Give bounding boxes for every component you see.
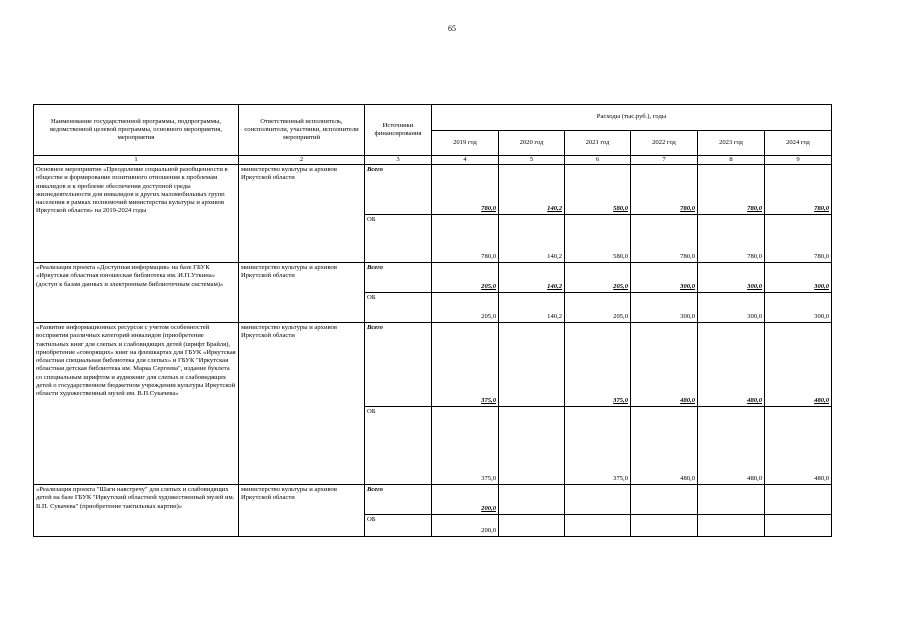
column-number: 2 — [239, 156, 365, 165]
activity-name: «Реализация проекта "Шаги навстречу" для слепых и слабовидящих детей на базе ГБУК "Иркутский областной художественный музей им. В.П. Сукачева" (приобретение тактильных картин)» — [34, 485, 239, 537]
amount-cell: 205,0 — [432, 263, 499, 293]
amount-cell: 480,0 — [631, 407, 698, 485]
amount-cell: 200,0 — [432, 485, 499, 515]
amount-cell: 140,2 — [499, 293, 565, 323]
amount-cell: 375,0 — [432, 407, 499, 485]
column-number: 1 — [34, 156, 239, 165]
column-number: 9 — [765, 156, 832, 165]
column-number: 4 — [432, 156, 499, 165]
amount-cell: 780,0 — [432, 215, 499, 263]
amount-cell — [631, 515, 698, 537]
amount-cell: 780,0 — [631, 215, 698, 263]
expenses-table — [33, 104, 832, 537]
amount-cell: 480,0 — [698, 323, 765, 407]
activity-name: «Реализация проекта «Доступная информация» на базе ГБУК «Иркутская областная юношеская библиотека им. И.П.Уткина» (доступ к базам данных и электронным библиотечным системам)» — [34, 263, 239, 323]
amount-cell: 580,0 — [565, 215, 631, 263]
header-year: 2024 год — [765, 131, 832, 156]
header-year: 2020 год — [499, 131, 565, 156]
amount-cell: 140,2 — [499, 165, 565, 215]
amount-cell: 140,2 — [499, 263, 565, 293]
amount-cell — [499, 323, 565, 407]
amount-cell — [499, 515, 565, 537]
executor-cell: министерство культуры и архивов Иркутской области — [239, 485, 365, 537]
amount-cell — [631, 485, 698, 515]
amount-cell — [698, 515, 765, 537]
amount-cell: 780,0 — [765, 215, 832, 263]
source-cell: ОБ — [365, 293, 432, 323]
amount-cell: 480,0 — [631, 323, 698, 407]
amount-cell: 480,0 — [765, 323, 832, 407]
source-cell: Всего — [365, 263, 432, 293]
amount-cell: 205,0 — [432, 293, 499, 323]
table-row — [34, 485, 832, 515]
column-number: 7 — [631, 156, 698, 165]
amount-cell: 300,0 — [698, 293, 765, 323]
amount-cell: 300,0 — [631, 263, 698, 293]
header-executor: Ответственный исполнитель, соисполнители, участники, исполнители мероприятий — [239, 105, 365, 156]
activity-name: Основное мероприятие «Преодоление социальной разобщенности в обществе и формирование позитивного отношения к проблемам инвалидов и к проблеме обеспечения доступной среды жизнедеятельности для инвалидов и других маломобильных групп населения в рамках полномочий министерства культуры и архивов Иркутской области» на 2019-2024 годы — [34, 165, 239, 263]
amount-cell: 780,0 — [432, 165, 499, 215]
table-row — [34, 323, 832, 407]
source-cell: Всего — [365, 165, 432, 215]
amount-cell: 780,0 — [698, 165, 765, 215]
executor-cell: министерство культуры и архивов Иркутской области — [239, 263, 365, 323]
amount-cell: 480,0 — [698, 407, 765, 485]
source-cell: ОБ — [365, 515, 432, 537]
executor-cell: министерство культуры и архивов Иркутской области — [239, 323, 365, 485]
column-number: 6 — [565, 156, 631, 165]
amount-cell: 205,0 — [565, 263, 631, 293]
amount-cell: 300,0 — [765, 293, 832, 323]
source-cell: Всего — [365, 485, 432, 515]
amount-cell: 580,0 — [565, 165, 631, 215]
header-source: Источники финансирования — [365, 105, 432, 156]
column-number: 5 — [499, 156, 565, 165]
source-cell: Всего — [365, 323, 432, 407]
amount-cell: 300,0 — [698, 263, 765, 293]
table-row — [34, 165, 832, 215]
amount-cell — [765, 485, 832, 515]
amount-cell: 375,0 — [565, 323, 631, 407]
source-cell: ОБ — [365, 407, 432, 485]
amount-cell — [698, 485, 765, 515]
column-number: 3 — [365, 156, 432, 165]
activity-name: «Развитие информационных ресурсов с учетом особенностей восприятия различных категорий инвалидов (приобретение тактильных книг для слепых и слабовидящих детей (шрифт Брайля), приобретение «говорящих» книг на флешкартах для ГБУК «Иркутская областная специальная библиотека для слепых» и ГБУК "Иркутская областная детская библиотека им. Марка Сергеева", издание буклета со специальным шрифтом и аудиокниг для слепых и слабовидящих детей о государственном бюджетном учреждении культуры Иркутской области художественный музей им. В.П.Сукачева» — [34, 323, 239, 485]
amount-cell — [499, 485, 565, 515]
amount-cell — [765, 515, 832, 537]
executor-cell: министерство культуры и архивов Иркутской области — [239, 165, 365, 263]
amount-cell — [499, 407, 565, 485]
amount-cell: 480,0 — [765, 407, 832, 485]
header-expenses: Расходы (тыс.руб.), годы — [432, 105, 832, 131]
amount-cell: 140,2 — [499, 215, 565, 263]
amount-cell: 200,0 — [432, 515, 499, 537]
header-year: 2019 год — [432, 131, 499, 156]
source-cell: ОБ — [365, 215, 432, 263]
header-year: 2023 год — [698, 131, 765, 156]
page-number: 65 — [448, 24, 456, 33]
table-row — [34, 263, 832, 293]
amount-cell: 300,0 — [631, 293, 698, 323]
amount-cell: 780,0 — [631, 165, 698, 215]
amount-cell — [565, 485, 631, 515]
header-year: 2022 год — [631, 131, 698, 156]
amount-cell — [565, 515, 631, 537]
header-name: Наименование государственной программы, подпрограммы, ведомственной целевой программы, основного мероприятия, мероприятия — [34, 105, 239, 156]
amount-cell: 375,0 — [565, 407, 631, 485]
header-year: 2021 год — [565, 131, 631, 156]
amount-cell: 780,0 — [765, 165, 832, 215]
amount-cell: 205,0 — [565, 293, 631, 323]
amount-cell: 300,0 — [765, 263, 832, 293]
amount-cell: 780,0 — [698, 215, 765, 263]
amount-cell: 375,0 — [432, 323, 499, 407]
column-number: 8 — [698, 156, 765, 165]
